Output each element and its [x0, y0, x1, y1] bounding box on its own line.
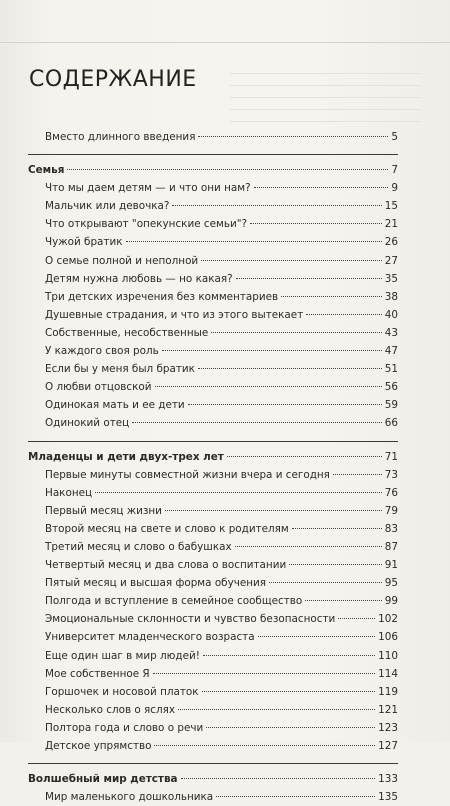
toc-entry-title: Мое собственное Я — [45, 667, 150, 680]
toc-entry-title: Три детских изречения без комментариев — [45, 290, 279, 303]
toc-entry — [28, 788, 398, 806]
toc-entry — [28, 737, 398, 755]
toc-entry-title: Младенцы и дети двух-трех лет — [28, 450, 224, 463]
toc-entry-page: 59 — [384, 399, 398, 412]
toc-entry-title: Четвертый месяц и два слова о воспитании — [45, 559, 287, 572]
toc-entry-page: 21 — [384, 218, 398, 231]
leader-dots — [95, 491, 382, 493]
toc-entry-page: 9 — [391, 182, 398, 195]
toc-entry-page: 127 — [378, 740, 398, 752]
toc-entry-page: 110 — [378, 649, 398, 662]
toc-entry — [28, 610, 398, 628]
leader-dots — [211, 331, 382, 333]
leader-dots — [289, 563, 382, 565]
toc-entry — [28, 252, 398, 270]
toc-entry-title: Несколько слов о яслях — [45, 703, 176, 716]
leader-dots — [153, 672, 376, 674]
toc-entry-title: Семья — [28, 164, 65, 177]
toc-entry-title: Третий месяц и слово о бабушках — [45, 540, 232, 553]
toc-entry — [28, 378, 398, 396]
toc-entry-title: Собственные, несобственные — [45, 326, 209, 339]
toc-entry — [28, 520, 398, 538]
toc-entry-title: Полтора года и слово о речи — [45, 721, 204, 734]
toc-entry-page: 106 — [378, 631, 398, 644]
toc-entry-page: 38 — [384, 290, 398, 303]
toc-entry — [28, 324, 398, 342]
leader-dots — [178, 708, 375, 710]
toc-section-heading — [28, 161, 398, 179]
toc-entry — [28, 556, 398, 574]
toc-entry-page: 35 — [384, 272, 398, 285]
toc-entry — [28, 665, 398, 683]
toc-entry-page: 73 — [384, 468, 398, 481]
toc-entry — [28, 306, 398, 324]
leader-dots — [281, 295, 382, 297]
toc-entry — [28, 342, 398, 360]
toc-entry-title: Одинокая мать и ее дети — [45, 399, 185, 412]
toc-entry — [28, 683, 398, 701]
toc-entry-page: 133 — [378, 773, 398, 786]
toc-entry-title: Эмоциональные склонности и чувство безопасности — [45, 613, 336, 626]
toc-entry-page: 71 — [384, 450, 398, 463]
toc-entry-title: Душевные страдания, и что из этого вытекает — [45, 308, 304, 321]
toc-entry — [28, 592, 398, 610]
toc-entry — [28, 215, 398, 233]
toc-entry-title: У каждого своя роль — [45, 345, 159, 358]
leader-dots — [181, 777, 376, 779]
leader-dots — [250, 222, 382, 224]
toc-entry — [28, 179, 398, 197]
leader-dots — [202, 690, 376, 692]
toc-entry — [28, 502, 398, 520]
toc-entry-page: 83 — [384, 522, 398, 535]
toc-entry-title: Наконец — [45, 486, 93, 499]
toc-entry-title: Если бы у меня был братик — [45, 363, 195, 376]
leader-dots — [333, 473, 382, 475]
leader-dots — [254, 186, 389, 188]
toc-entry-title: Второй месяц на свете и слово к родителям — [45, 522, 289, 535]
table-of-contents — [28, 128, 398, 806]
toc-entry-page: 66 — [384, 417, 398, 430]
toc-entry-title: Волшебный мир детства — [28, 773, 178, 786]
toc-entry-title: Чужой братик — [45, 236, 123, 249]
toc-entry — [28, 197, 398, 215]
toc-entry-title: Первый месяц жизни — [45, 504, 162, 517]
toc-entry-page: 95 — [384, 577, 398, 590]
toc-entry-title: Полгода и вступление в семейное сообщество — [45, 595, 303, 608]
leader-dots — [227, 455, 382, 457]
leader-dots — [235, 545, 382, 547]
toc-entry-page: 51 — [384, 363, 398, 376]
toc-entry-page: 76 — [384, 486, 398, 499]
leader-dots — [154, 744, 375, 746]
toc-entry-page: 91 — [384, 559, 398, 572]
toc-entry — [28, 701, 398, 719]
leader-dots — [132, 421, 382, 423]
toc-entry — [28, 647, 398, 665]
toc-entry — [28, 360, 398, 378]
leader-dots — [155, 385, 382, 387]
toc-entry-title: Еще один шаг в мир людей! — [45, 649, 200, 662]
leader-dots — [269, 581, 382, 583]
leader-dots — [206, 726, 375, 728]
section-divider — [28, 154, 398, 155]
section-divider — [28, 763, 398, 764]
leader-dots — [216, 795, 375, 797]
leader-dots — [198, 135, 388, 137]
toc-entry-page: 15 — [384, 200, 398, 213]
toc-entry-page: 40 — [384, 308, 398, 321]
leader-dots — [172, 204, 381, 206]
toc-entry-page: 135 — [378, 791, 398, 804]
toc-entry-page: 102 — [378, 613, 398, 626]
leader-dots — [201, 259, 382, 261]
toc-entry-page: 5 — [391, 131, 398, 143]
toc-section-heading — [28, 448, 398, 466]
toc-entry-page: 7 — [391, 164, 398, 177]
toc-entry — [28, 233, 398, 251]
toc-entry-page: 114 — [378, 667, 398, 680]
section-divider — [28, 441, 398, 442]
leader-dots — [258, 635, 376, 637]
toc-entry — [28, 414, 398, 432]
leader-dots — [67, 168, 388, 170]
leader-dots — [236, 277, 382, 279]
toc-entry-title: Одинокий отец — [45, 417, 130, 430]
toc-entry-page: 119 — [378, 685, 398, 698]
page-title: СОДЕРЖАНИЕ — [29, 67, 197, 92]
toc-entry — [28, 574, 398, 592]
toc-entry-title: О семье полной и неполной — [45, 254, 199, 267]
toc-entry-page: 47 — [384, 345, 398, 358]
toc-entry-page: 99 — [384, 595, 398, 608]
bleed-through-header — [0, 28, 450, 43]
toc-entry-page: 56 — [384, 381, 398, 394]
toc-entry — [28, 719, 398, 737]
toc-entry-page: 121 — [378, 703, 398, 716]
leader-dots — [188, 403, 382, 405]
toc-entry-title: Мальчик или девочка? — [45, 200, 170, 213]
toc-entry — [28, 396, 398, 414]
toc-entry — [28, 288, 398, 306]
leader-dots — [126, 240, 382, 242]
leader-dots — [198, 367, 382, 369]
toc-entry-title: Детям нужна любовь — но какая? — [45, 272, 233, 285]
toc-entry — [28, 628, 398, 646]
toc-entry-title: Что мы даем детям — и что они нам? — [45, 182, 251, 195]
leader-dots — [165, 509, 382, 511]
toc-entry-title: Мир маленького дошкольника — [45, 791, 214, 804]
toc-entry-page: 123 — [378, 721, 398, 734]
toc-entry — [28, 466, 398, 484]
toc-sections — [28, 154, 398, 806]
toc-entry-title: Что открывают "опекунские семьи"? — [45, 218, 248, 231]
toc-section-heading — [28, 770, 398, 788]
toc-entry-page: 79 — [384, 504, 398, 517]
toc-entry-intro — [28, 128, 398, 146]
toc-entry-page: 27 — [384, 254, 398, 267]
toc-entry-page: 26 — [384, 236, 398, 249]
toc-entry-title: Первые минуты совместной жизни вчера и сегодня — [45, 468, 330, 481]
toc-entry-title: Детское упрямство — [45, 740, 152, 752]
leader-dots — [305, 599, 381, 601]
toc-entry-title: Горшочек и носовой платок — [45, 685, 199, 698]
toc-entry — [28, 538, 398, 556]
toc-entry-title: О любви отцовской — [45, 381, 152, 394]
leader-dots — [203, 654, 375, 656]
toc-entry-title: Пятый месяц и высшая форма обучения — [45, 577, 267, 590]
toc-entry-title: Вместо длинного введения — [45, 131, 196, 143]
toc-entry-title: Университет младенческого возраста — [45, 631, 255, 644]
bleed-through-lines — [230, 62, 420, 133]
leader-dots — [306, 313, 382, 315]
leader-dots — [162, 349, 382, 351]
toc-entry-page: 43 — [384, 326, 398, 339]
leader-dots — [292, 527, 382, 529]
toc-entry — [28, 484, 398, 502]
toc-entry — [28, 270, 398, 288]
toc-entry-page: 87 — [384, 540, 398, 553]
leader-dots — [338, 617, 375, 619]
